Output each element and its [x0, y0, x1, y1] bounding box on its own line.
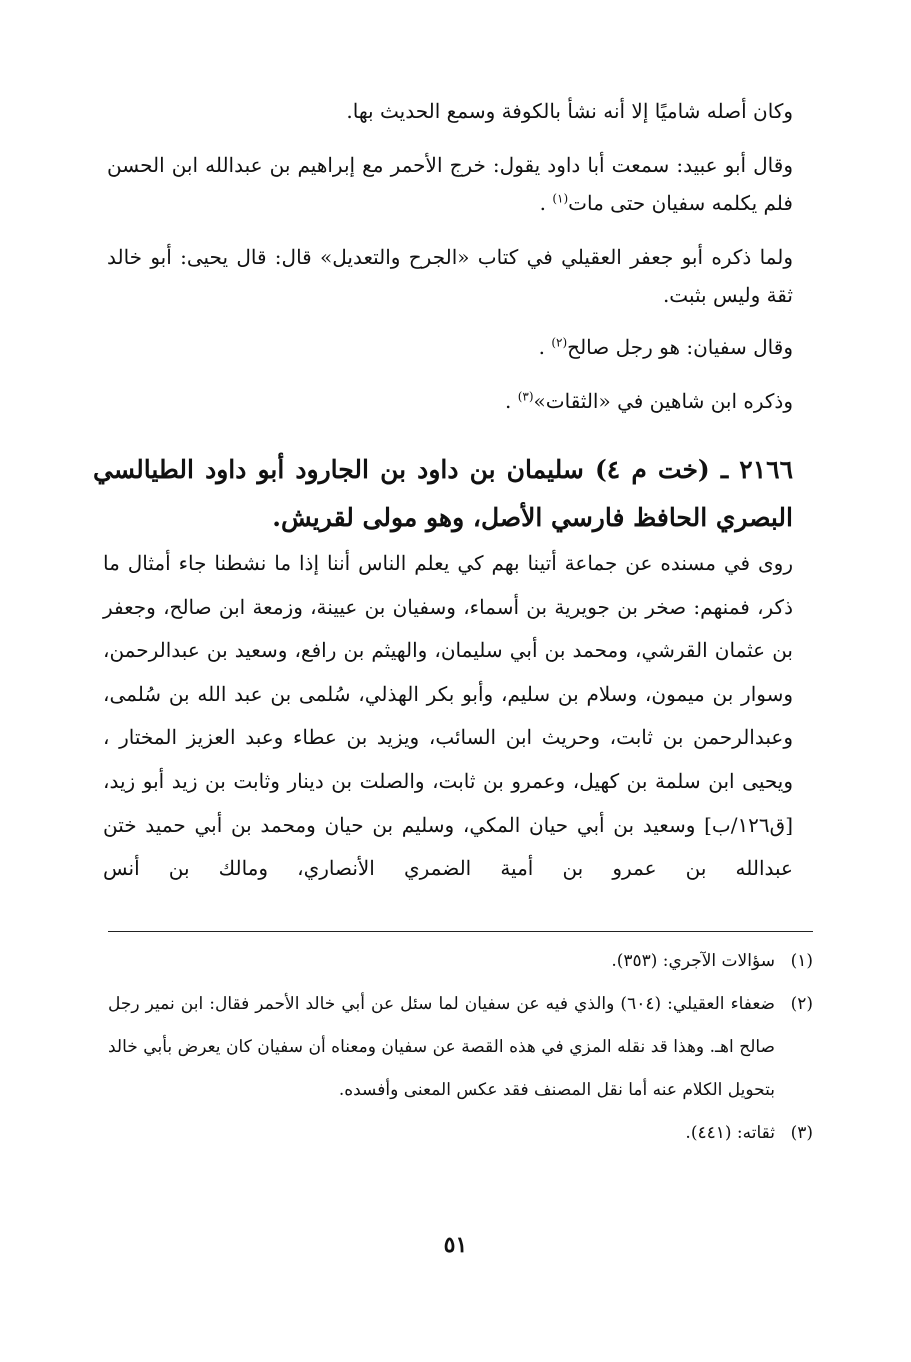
footnote-number: (١): [790, 951, 813, 971]
footnote-text: ضعفاء العقيلي: (٦٠٤) والذي فيه عن سفيان لما سئل عن أبي خالد الأحمر فقال: ابن نمير رجل صالح اهـ. وهذا قد نقله المزي في هذه القصة عن سفيان ومعناه أن سفيان كان يعرض بأبي خالد بتحويل الكلام عنه أما نقل المصنف فقد عكس المعنى وأفسده.: [108, 994, 775, 1100]
footnote-divider: [108, 931, 813, 932]
footnote-1: [108, 940, 813, 983]
paragraph-sufyan: وقال سفيان: هو رجل صالح$^{(٢)}$ .: [538, 335, 793, 359]
entry-body: روى في مسنده عن جماعة أتينا بهم كي يعلم الناس أننا إذا ما نشطنا جاء أمثال ما ذكر، فمنهم: صخر بن جويرية بن أسماء، وسفيان بن عيينة، وزمعة ابن صالح، وجعفر بن عثمان القرشي، ومحمد بن أبي سليمان، والهيثم بن رافع، وسعيد بن عبدالرحمن، وسوار بن ميمون، وسلام بن سليم، وأبو بكر الهذلي، سُلمى بن عبد الله بن سُلمى، وعبدالرحمن بن ثابت، وحريث ابن السائب، ويزيد بن عطاء وعبد العزيز المختار ، ويحيى ابن سلمة بن كهيل، وعمرو بن ثابت، والصلت بن دينار وثابت بن زيد أبو زيد، [ق١٢٦/ب] وسعيد بن أبي حيان المكي، وسليم بن حيان ومحمد بن أبي حميد ختن عبدالله بن عمرو بن أمية الضمري الأنصاري، ومالك بن أنس: [103, 551, 793, 881]
paragraph-abu-ubaid: وقال أبو عبيد: سمعت أبا داود يقول: خرج الأحمر مع إبراهيم بن عبدالله ابن الحسن فلم يكلمه سفيان حتى مات$^{(١)}$ .: [107, 153, 793, 215]
footnote-text: ثقاته: (٤٤١).: [685, 1123, 775, 1143]
footnote-3: [108, 1112, 813, 1155]
entry-heading: ٢١٦٦ ـ (خت م ٤) سليمان بن داود بن الجارود أبو داود الطيالسي البصري الحافظ فارسي الأصل، وهو مولى لقريش.: [93, 455, 793, 532]
footnote-ref-2: (٢): [551, 335, 568, 350]
footnotes: [108, 940, 813, 1155]
paragraph-origin: وكان أصله شاميًا إلا أنه نشأ بالكوفة وسمع الحديث بها.: [346, 99, 793, 123]
footnote-number: (٢): [790, 994, 813, 1014]
footnote-text: سؤالات الآجري: (٣٥٣).: [611, 951, 775, 971]
paragraph-ibn-shahin: وذكره ابن شاهين في «الثقات»$^{(٣)}$ .: [504, 389, 793, 413]
footnote-ref-3: (٣): [517, 389, 534, 404]
footnote-ref-1: (١): [552, 191, 569, 206]
paragraph-uqayli: ولما ذكره أبو جعفر العقيلي في كتاب «الجرح والتعديل» قال: قال يحيى: أبو خالد ثقة وليس بثبت.: [107, 245, 793, 307]
page-number: ٥١: [443, 1232, 468, 1258]
footnote-number: (٣): [790, 1123, 813, 1143]
footnote-2: [108, 983, 813, 1112]
